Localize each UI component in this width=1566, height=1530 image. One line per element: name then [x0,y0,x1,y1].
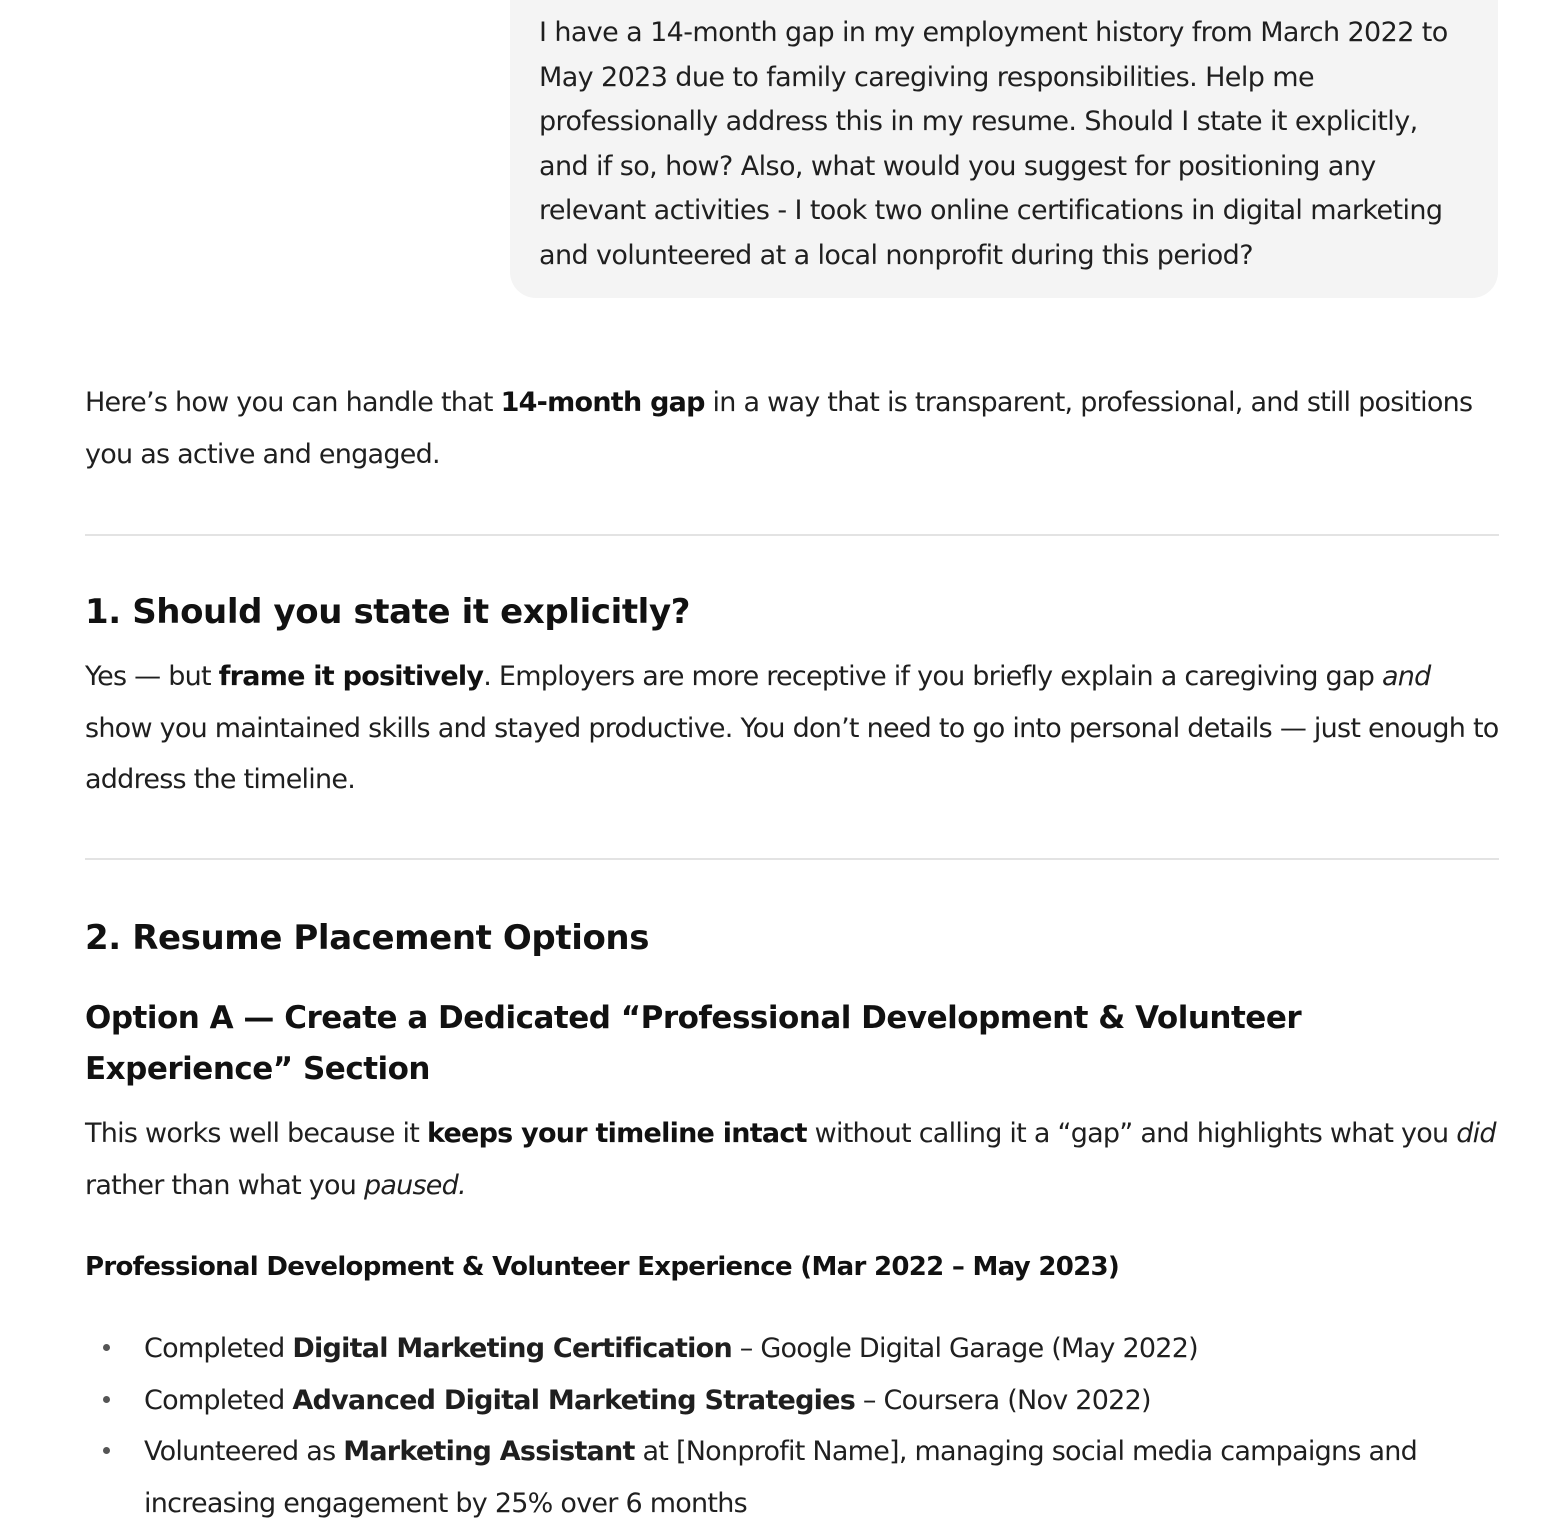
oa-italic-paused: paused. [363,1169,466,1201]
section-1-paragraph [85,651,1499,806]
bullet-dot-icon [103,1447,110,1454]
bullet-text-end: – Google Digital Garage (May 2022) [731,1333,1198,1364]
bullet-dot-icon [103,1396,110,1403]
bullet-emphasis: Marketing Assistant [343,1436,635,1467]
bullet-text: Completed [144,1333,293,1364]
bullet-text-end: – Coursera (Nov 2022) [855,1384,1151,1416]
intro-text: Here’s how you can handle that [85,387,501,418]
bullet-text-end: at [Nonprofit Name], managing social media campaigns and increasing engagement by 25% over 6 months [144,1436,1418,1519]
oa-italic-did: did [1456,1118,1496,1149]
list-item [85,1323,1499,1375]
bullet-text: Volunteered as [144,1436,344,1467]
section-divider [85,858,1499,860]
list-item [85,1375,1499,1427]
bullet-dot-icon [103,1344,110,1351]
oa-text: This works well because it [85,1118,427,1149]
bullet-emphasis: Digital Marketing Certification [292,1333,732,1364]
section-heading-1: 1. Should you state it explicitly? [85,592,691,632]
user-message-text: I have a 14-month gap in my employment history from March 2022 to May 2023 due to family caregiving responsibilities. Help me professionally address this in my resume. Should I state it explicitly, and if so, how? Also, what would you suggest for positioning any relevant activities - I took two online certifications in digital marketing and volunteered at a local nonprofit during this period? [539,17,1448,271]
intro-text-end: in a way that is transparent, professional, and still positions you as active and engaged. [85,387,1473,470]
oa-text-mid2: rather than what you [85,1169,364,1201]
intro-paragraph [85,377,1499,480]
list-item [85,1426,1499,1529]
s1-text-mid: . Employers are more receptive if you briefly explain a caregiving gap [483,661,1382,692]
option-a-heading: Option A — Create a Dedicated “Professional Development & Volunteer Experience” Section [85,1000,1302,1087]
s1-text-end: show you maintained skills and stayed productive. You don’t need to go into personal details — just enough to address the timeline. [85,712,1499,795]
section-heading-2: 2. Resume Placement Options [85,918,650,958]
s1-text: Yes — but [85,661,219,692]
user-message-bubble [510,0,1498,298]
s1-emphasis: frame it positively [218,661,484,692]
option-a-paragraph [85,1108,1499,1211]
oa-text-mid: without calling it a “gap” and highlights what you [806,1118,1457,1149]
bullet-emphasis: Advanced Digital Marketing Strategies [292,1384,856,1416]
bullet-text: Completed [144,1384,293,1416]
intro-emphasis: 14-month gap [500,387,705,418]
example-bullet-list [85,1323,1499,1529]
oa-emphasis: keeps your timeline intact [426,1118,807,1149]
s1-italic: and [1381,661,1431,692]
section-divider [85,534,1499,536]
example-section-title: Professional Development & Volunteer Experience (Mar 2022 – May 2023) [85,1252,1120,1282]
